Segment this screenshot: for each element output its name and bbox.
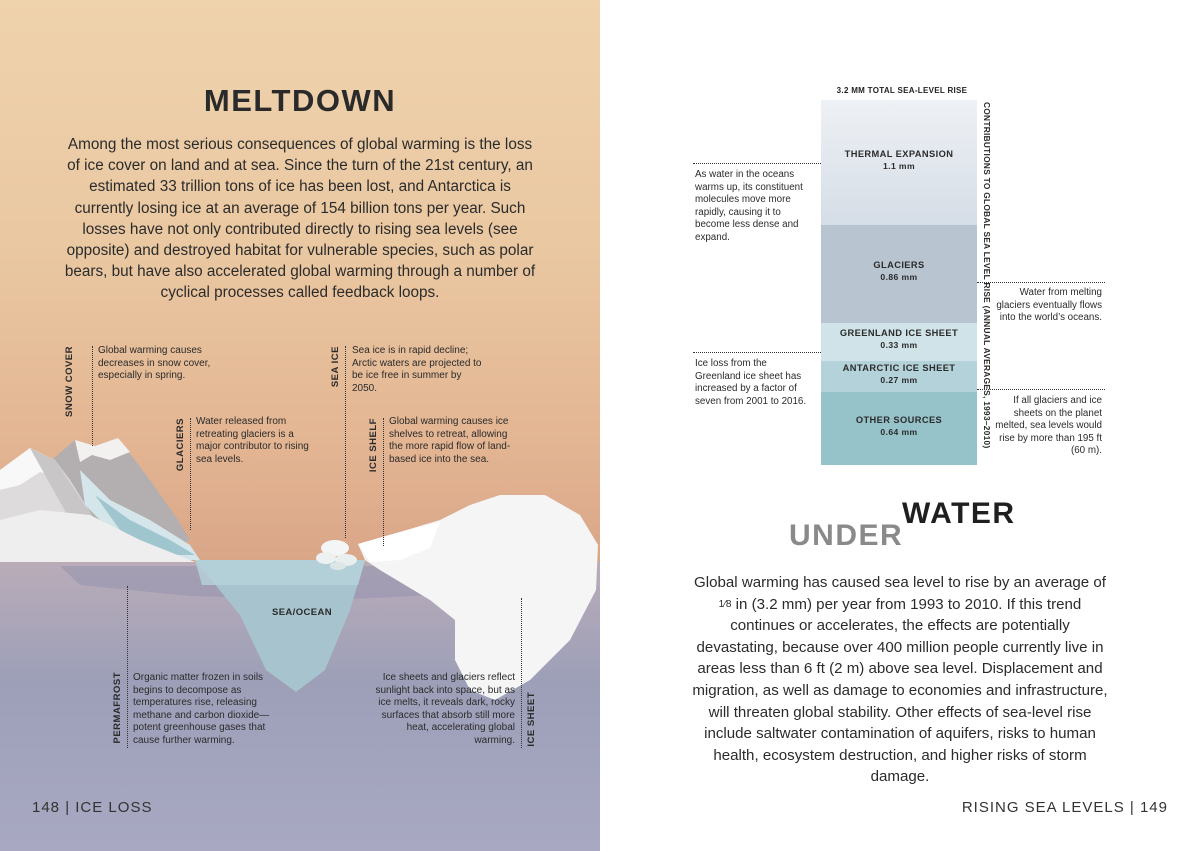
segment-name: ANTARCTIC ICE SHEET [842, 363, 956, 373]
sea-level-stack-chart [821, 100, 977, 465]
segment-name: GLACIERS [873, 260, 925, 270]
stack-segment-3 [821, 323, 977, 361]
ice-sheet-note: Ice sheets and glaciers reflect sunlight back into space, but as ice melts, it reveals dark, rocky surfaces that absorb still more heat, accelerating global warming. [375, 672, 515, 746]
title-under: UNDER [789, 519, 904, 552]
glaciers-note-leader [977, 282, 1105, 283]
sea-ice-label: SEA ICE [330, 346, 341, 388]
sea-ocean-label: SEA/OCEAN [271, 607, 333, 618]
antarctic-note: If all glaciers and ice sheets on the planet melted, sea levels would rise by more than 195 ft (60 m). [995, 395, 1102, 457]
ice-shelf-leader [383, 418, 384, 546]
right-page [600, 0, 1200, 851]
water-intro-paragraph [690, 572, 1110, 788]
permafrost-label: PERMAFROST [112, 672, 123, 744]
permafrost-leader [127, 586, 128, 748]
stack-axis-label: CONTRIBUTIONS TO GLOBAL SEA LEVEL RISE (ANNUAL AVERAGES, 1993–2010) [982, 102, 992, 449]
intro-fraction: 1⁄8 [718, 598, 732, 610]
ice-sheet-label: ICE SHEET [526, 692, 537, 747]
stack-segment-5 [821, 392, 977, 465]
snow-cover-note: Global warming causes decreases in snow cover, especially in spring. [98, 345, 211, 382]
greenland-leader [693, 352, 821, 353]
ice-shelf-note: Global warming causes ice shelves to retreat, allowing the more rapid flow of land-based ice into the sea. [389, 416, 511, 465]
glaciers-right-note: Water from melting glaciers eventually flows into the world’s oceans. [996, 287, 1102, 324]
segment-name: THERMAL EXPANSION [844, 149, 954, 159]
segment-name: GREENLAND ICE SHEET [839, 328, 959, 338]
ice-sheet-leader [521, 598, 522, 748]
segment-value: 1.1 mm [882, 161, 916, 171]
stack-segment-2 [821, 225, 977, 323]
stack-segment-4 [821, 361, 977, 392]
glaciers-label: GLACIERS [175, 418, 186, 472]
permafrost-note: Organic matter frozen in soils begins to decompose as temperatures rise, releasing methane and carbon dioxide—potent greenhouse gases that cause further warming. [133, 672, 270, 746]
intro-text-end: in (3.2 mm) per year from 1993 to 2010. If this trend continues or accelerates, the effects are potentially devastating, because over 400 million people currently live in areas less than 6 ft (2 m) above sea level. Displacement and migration, as well as damage to economies and infrastructure, will threaten global stability. Other effects of sea-level rise include saltwater contamination of aquifers, risks to human health, ecosystem destruction, and higher risks of storm damage. [692, 595, 1108, 786]
segment-value: 0.27 mm [880, 375, 918, 385]
thermal-note: As water in the oceans warms up, its constituent molecules move more rapidly, causing it to become less dense and expand. [695, 169, 803, 243]
ice-shelf-label: ICE SHELF [368, 418, 379, 473]
glaciers-leader [190, 418, 191, 530]
glaciers-note: Water released from retreating glaciers is a major contributor to rising sea levels. [196, 416, 309, 465]
segment-value: 0.33 mm [880, 340, 918, 350]
title-water: WATER [902, 497, 1016, 530]
segment-name: OTHER SOURCES [855, 415, 943, 425]
snow-cover-leader [92, 346, 93, 446]
right-folio: RISING SEA LEVELS | 149 [961, 799, 1168, 816]
thermal-leader [693, 163, 821, 164]
segment-value: 0.86 mm [880, 272, 918, 282]
total-sea-level-label: 3.2 MM TOTAL SEA-LEVEL RISE [836, 86, 968, 95]
intro-paragraph: Among the most serious consequences of global warming is the loss of ice cover on land and at sea. Since the turn of the 21st century, an estimated 33 trillion tons of ice has been lost, and Antarctica is currently losing ice at an average of 154 billion tons per year. Such losses have not only contributed directly to rising sea levels (see opposite) and destroyed habitat for vulnerable species, such as polar bears, but have also accelerated global warming through a number of cyclical processes called feedback loops. [64, 136, 536, 302]
greenland-note: Ice loss from the Greenland ice sheet has increased by a factor of seven from 2001 to 2016. [695, 358, 807, 407]
sea-ice-leader [345, 346, 346, 538]
page-title: MELTDOWN [203, 83, 397, 118]
ice-sheet [358, 495, 598, 700]
sea-ice-note: Sea ice is in rapid decline; Arctic waters are projected to be ice free in summer by 2050. [352, 345, 482, 394]
stack-segment-1 [821, 100, 977, 225]
antarctic-leader [977, 389, 1105, 390]
segment-value: 0.64 mm [880, 427, 918, 437]
intro-text-start: Global warming has caused sea level to rise by an average of [694, 574, 1106, 591]
left-folio: 148 | ICE LOSS [32, 799, 153, 816]
snow-cover-label: SNOW COVER [64, 346, 75, 417]
